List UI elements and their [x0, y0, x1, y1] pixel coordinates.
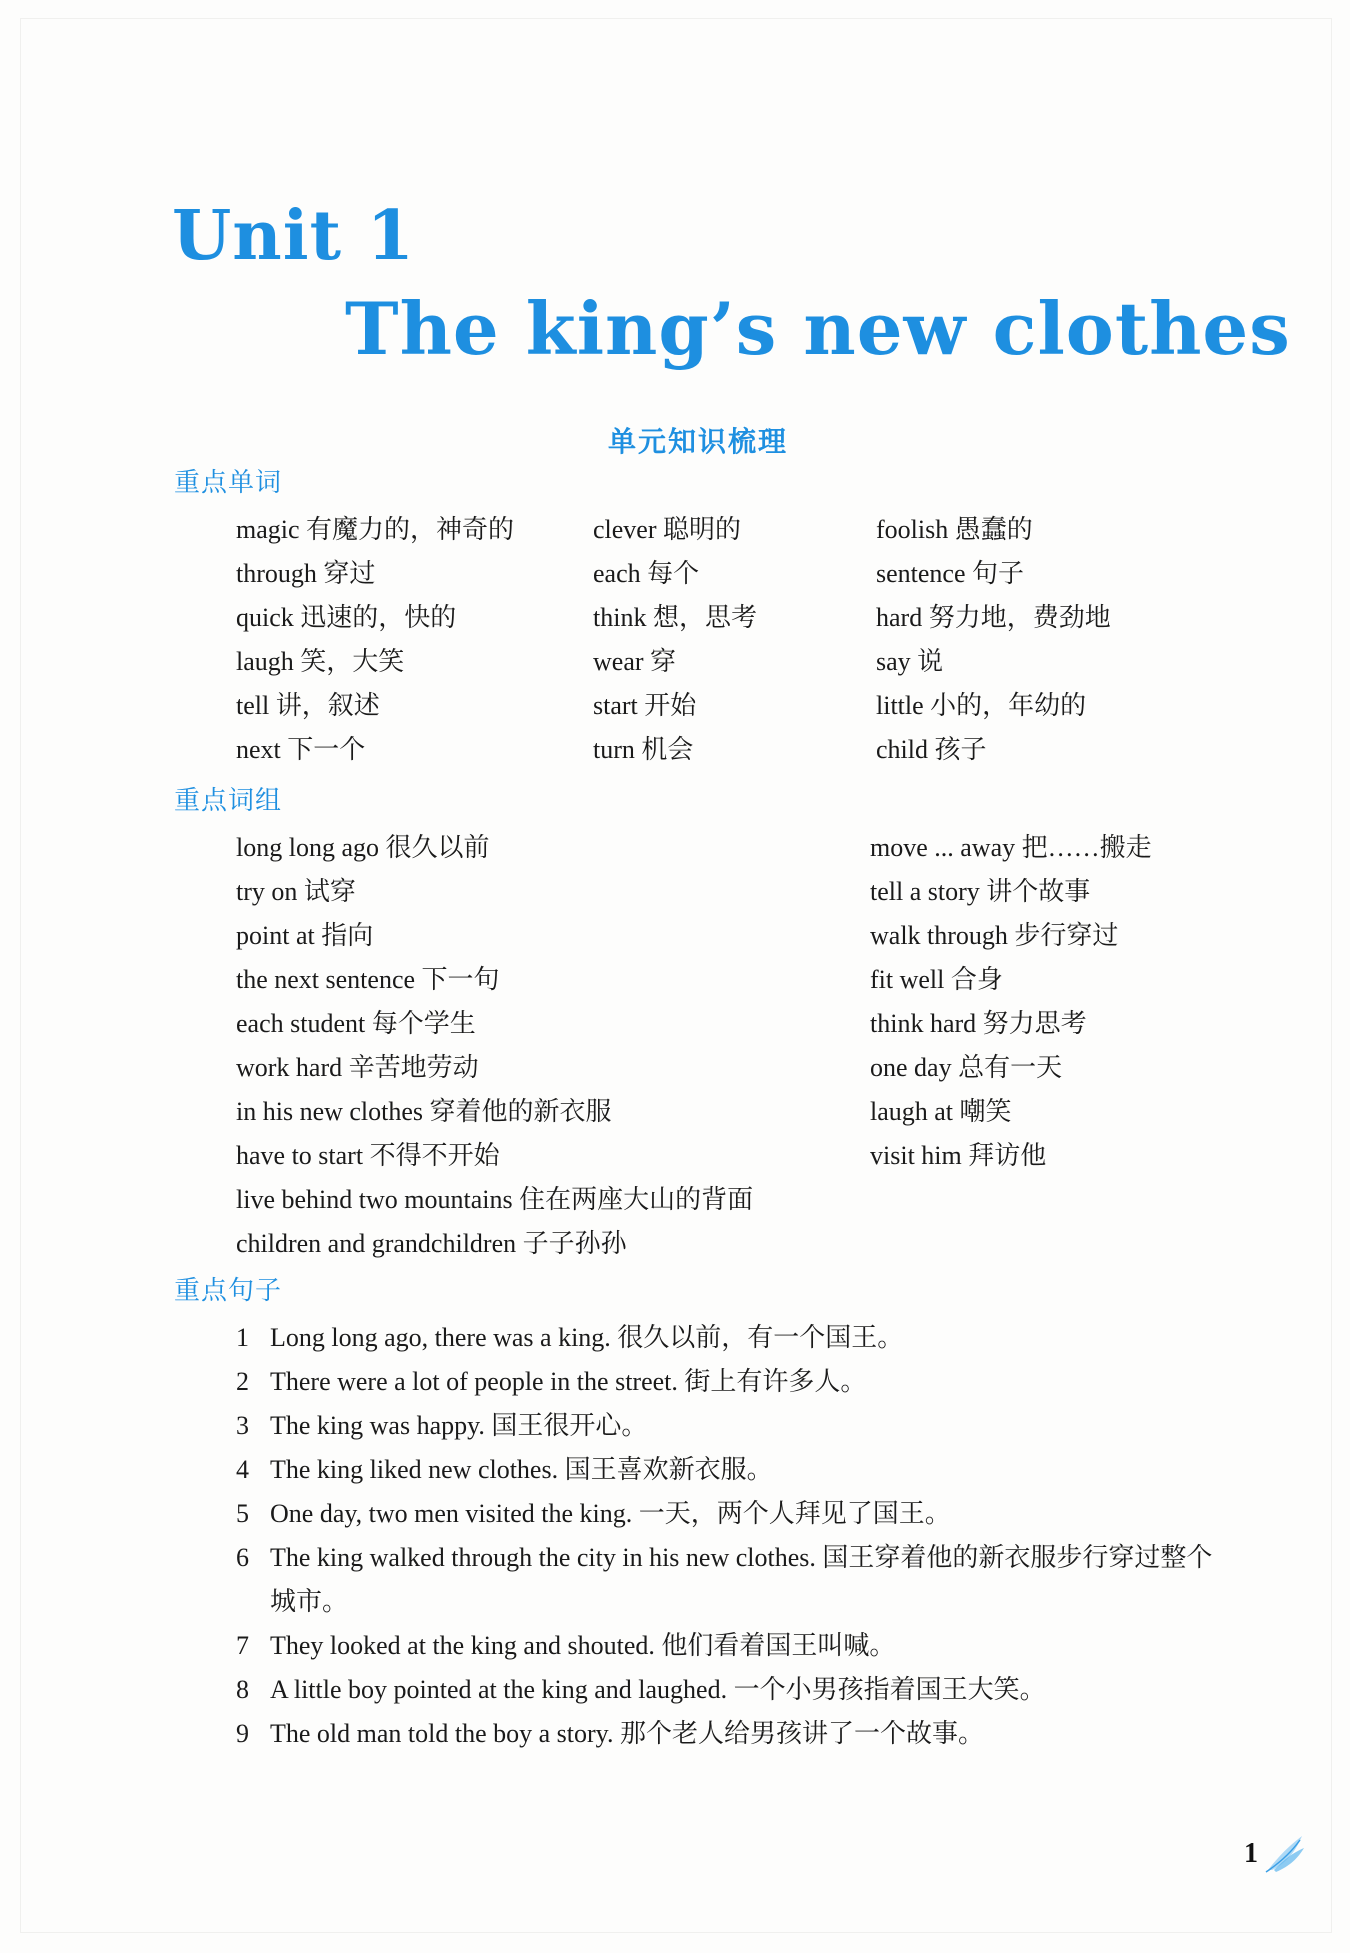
- sentence-number: 7: [236, 1631, 249, 1660]
- sentence-item: [236, 1668, 1236, 1712]
- overview-heading: 单元知识梳理: [607, 425, 788, 458]
- phrase-entry: walk through 步行穿过: [870, 921, 1119, 950]
- section-heading-sentences: 重点句子: [174, 1276, 283, 1306]
- sentence-text: There were a lot of people in the street. 街上有许多人。: [270, 1367, 867, 1396]
- word-entry: clever 聪明的: [593, 515, 742, 544]
- phrase-entry: in his new clothes 穿着他的新衣服: [236, 1097, 612, 1126]
- phrase-entry: try on 试穿: [236, 877, 356, 906]
- phrase-entry: laugh at 嘲笑: [870, 1097, 1012, 1126]
- sentence-text: The king liked new clothes. 国王喜欢新衣服。: [270, 1455, 773, 1484]
- word-entry: foolish 愚蠢的: [876, 515, 1033, 544]
- key-sentences-list: [236, 1316, 1236, 1756]
- unit-label: Unit 1: [172, 196, 415, 276]
- phrase-entry: the next sentence 下一句: [236, 965, 500, 994]
- phrase-entry: live behind two mountains 住在两座大山的背面: [236, 1185, 754, 1214]
- sentence-number: 3: [236, 1411, 249, 1440]
- sentence-text: One day, two men visited the king. 一天，两个人拜见了国王。: [270, 1499, 951, 1528]
- sentence-item: [236, 1316, 1236, 1360]
- section-heading-words: 重点单词: [174, 468, 283, 498]
- section-heading-phrases: 重点词组: [174, 786, 283, 816]
- phrase-entry: work hard 辛苦地劳动: [236, 1053, 479, 1082]
- key-words-grid: [236, 508, 1136, 772]
- sentence-number: 6: [236, 1543, 249, 1572]
- page-number: 1: [1244, 1838, 1258, 1869]
- word-entry: think 想，思考: [593, 603, 757, 632]
- word-entry: child 孩子: [876, 735, 987, 764]
- phrase-entry: have to start 不得不开始: [236, 1141, 500, 1170]
- sentence-item: [236, 1624, 1236, 1668]
- word-entry: next 下一个: [236, 735, 366, 764]
- word-entry: sentence 句子: [876, 559, 1025, 588]
- word-entry: laugh 笑，大笑: [236, 647, 405, 676]
- phrase-entry: visit him 拜访他: [870, 1141, 1047, 1170]
- phrase-entry: children and grandchildren 子子孙孙: [236, 1229, 627, 1258]
- sentence-item: [236, 1404, 1236, 1448]
- phrase-entry: long long ago 很久以前: [236, 833, 490, 862]
- sentence-number: 2: [236, 1367, 249, 1396]
- unit-title: The king’s new clothes: [345, 286, 1291, 371]
- word-entry: wear 穿: [593, 647, 677, 676]
- leaf-icon: [1262, 1830, 1306, 1874]
- sentence-item: [236, 1448, 1236, 1492]
- sentence-item: [236, 1712, 1236, 1756]
- word-entry: start 开始: [593, 691, 697, 720]
- word-entry: tell 讲，叙述: [236, 691, 380, 720]
- phrase-entry: [870, 1222, 1186, 1266]
- sentence-item: [236, 1360, 1236, 1404]
- key-phrases-grid: [236, 826, 1186, 1266]
- sentence-text: They looked at the king and shouted. 他们看着国王叫喊。: [270, 1631, 896, 1660]
- sentence-number: 1: [236, 1323, 249, 1352]
- phrase-entry: fit well 合身: [870, 965, 1003, 994]
- phrase-entry: point at 指向: [236, 921, 374, 950]
- phrase-entry: one day 总有一天: [870, 1053, 1063, 1082]
- phrase-entry: move ... away 把……搬走: [870, 833, 1152, 862]
- sentence-number: 4: [236, 1455, 249, 1484]
- phrase-entry: tell a story 讲个故事: [870, 877, 1091, 906]
- sentence-item: [236, 1492, 1236, 1536]
- word-entry: each 每个: [593, 559, 700, 588]
- sentence-text: The king walked through the city in his new clothes. 国王穿着他的新衣服步行穿过整个城市。: [270, 1543, 1213, 1616]
- word-entry: through 穿过: [236, 559, 376, 588]
- sentence-number: 8: [236, 1675, 249, 1704]
- word-entry: little 小的，年幼的: [876, 691, 1087, 720]
- sentence-number: 5: [236, 1499, 249, 1528]
- phrase-entry: think hard 努力思考: [870, 1009, 1087, 1038]
- phrase-entry: [870, 1178, 1186, 1222]
- phrase-entry: each student 每个学生: [236, 1009, 476, 1038]
- sentence-text: Long long ago, there was a king. 很久以前，有一个国王。: [270, 1323, 904, 1352]
- sentence-item: [236, 1536, 1236, 1624]
- sentence-text: The king was happy. 国王很开心。: [270, 1411, 648, 1440]
- word-entry: say 说: [876, 647, 944, 676]
- word-entry: quick 迅速的，快的: [236, 603, 457, 632]
- word-entry: hard 努力地，费劲地: [876, 603, 1111, 632]
- sentence-text: A little boy pointed at the king and laughed. 一个小男孩指着国王大笑。: [270, 1675, 1046, 1704]
- word-entry: magic 有魔力的，神奇的: [236, 515, 515, 544]
- sentence-number: 9: [236, 1719, 249, 1748]
- word-entry: turn 机会: [593, 735, 694, 764]
- sentence-text: The old man told the boy a story. 那个老人给男孩讲了一个故事。: [270, 1719, 984, 1748]
